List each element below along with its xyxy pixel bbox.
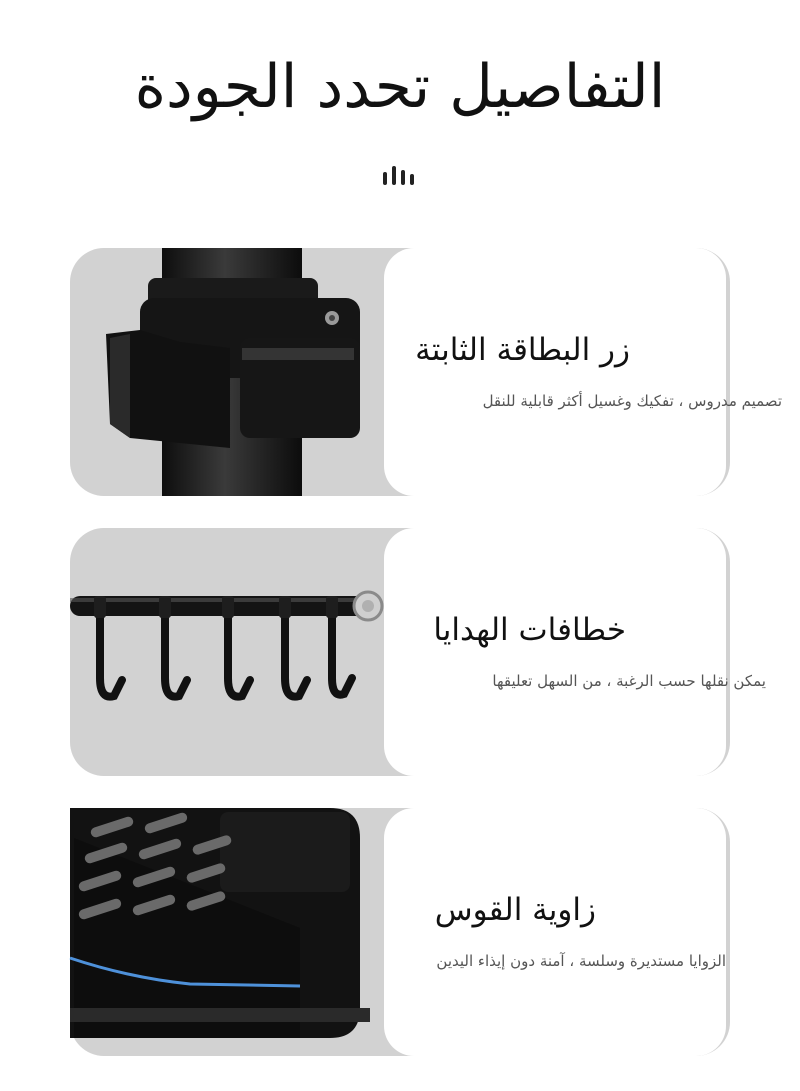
feature-description: الزوايا مستديرة وسلسة ، آمنة دون إيذاء اليدين xyxy=(436,952,726,970)
feature-panel xyxy=(384,808,726,1056)
feature-panel xyxy=(384,248,782,496)
feature-description: تصميم مدروس ، تفكيك وغسيل أكثر قابلية للنقل xyxy=(482,392,782,410)
feature-card-fixed-clip xyxy=(70,248,782,496)
feature-panel xyxy=(384,528,766,776)
drain-basket-image xyxy=(70,808,400,1056)
hooks-rail-image xyxy=(70,528,400,776)
feature-heading: زر البطاقة الثابتة xyxy=(415,332,630,368)
feature-card-hooks xyxy=(70,528,766,776)
feature-heading: خطافات الهدايا xyxy=(433,612,626,648)
feature-card-arc-corner xyxy=(70,808,730,1056)
feature-description: يمكن نقلها حسب الرغبة ، من السهل تعليقها xyxy=(492,672,766,690)
bars-icon xyxy=(380,164,416,186)
feature-heading: زاوية القوس xyxy=(434,892,596,928)
pole-clamp-image xyxy=(70,248,400,496)
page-title: التفاصيل تحدد الجودة xyxy=(134,52,666,122)
